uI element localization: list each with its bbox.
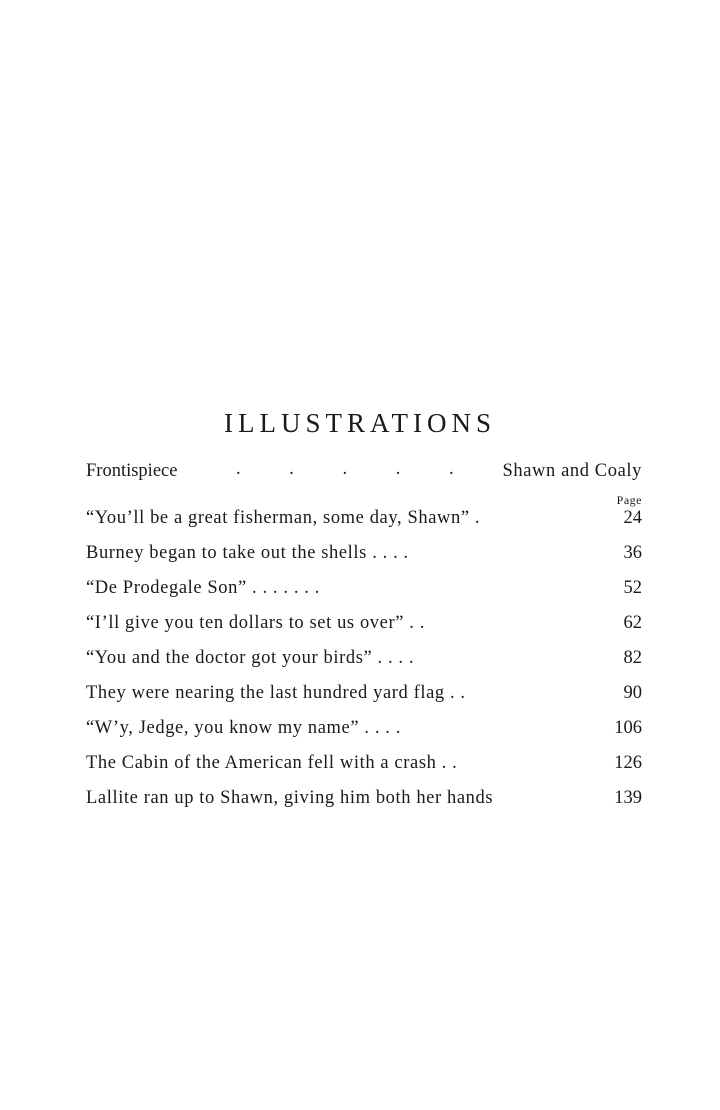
page-title: ILLUSTRATIONS <box>224 408 496 438</box>
illustration-page-number: 139 <box>614 788 642 808</box>
illustration-page-number: 90 <box>623 683 642 703</box>
page-column-label: Page <box>616 493 642 507</box>
illustration-page-number: 24 <box>623 508 642 528</box>
illustration-page-number: 62 <box>623 613 642 633</box>
illustration-caption: “W’y, Jedge, you know my name” . . . . <box>86 718 401 738</box>
illustration-caption: “You’ll be a great fisherman, some day, Shawn” . <box>86 508 481 528</box>
illustration-page-number: 106 <box>614 718 642 738</box>
illustration-caption: “De Prodegale Son” . . . . . . . <box>86 578 320 598</box>
illustration-caption: Burney began to take out the shells . . . . <box>86 543 409 563</box>
illustration-caption: They were nearing the last hundred yard flag . . <box>86 683 466 703</box>
illustration-caption: The Cabin of the American fell with a crash . . <box>86 753 458 773</box>
illustration-caption: Lallite ran up to Shawn, giving him both her hands <box>86 788 494 808</box>
frontispiece-leader: . . . . . <box>236 459 476 479</box>
illustration-page-number: 36 <box>623 543 642 563</box>
illustration-page-number: 82 <box>623 648 642 668</box>
illustration-caption: “You and the doctor got your birds” . . . . <box>86 648 415 668</box>
frontispiece-label: Frontispiece <box>86 461 178 481</box>
illustration-page-number: 52 <box>623 578 642 598</box>
illustration-page-number: 126 <box>614 753 642 773</box>
frontispiece-subject: Shawn and Coaly <box>502 461 642 481</box>
illustration-caption: “I’ll give you ten dollars to set us over” . . <box>86 613 425 633</box>
